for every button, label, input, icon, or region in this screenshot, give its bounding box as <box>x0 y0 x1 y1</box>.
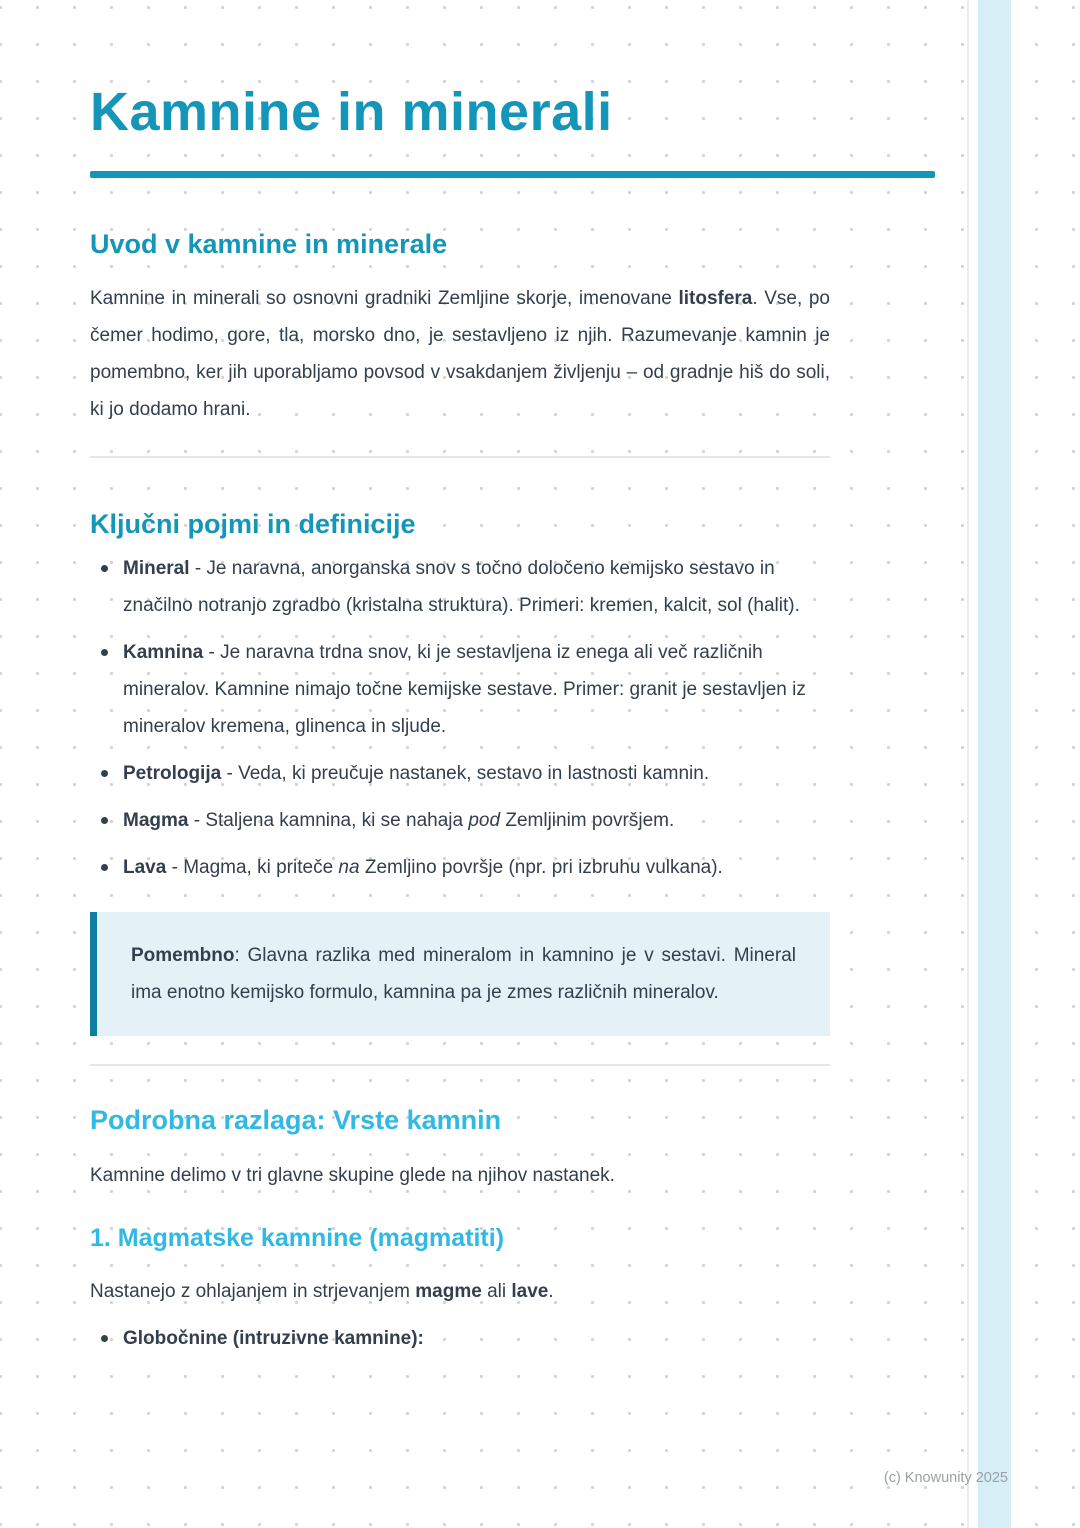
section-heading-vrste-kamnin: Podrobna razlaga: Vrste kamnin <box>90 1105 502 1136</box>
section-heading-kljucni-pojmi: Ključni pojmi in definicije <box>90 509 416 540</box>
magmatic-text-bold-lave: lave <box>511 1280 549 1302</box>
subsection-heading-magmatske: 1. Magmatske kamnine (magmatiti) <box>90 1223 505 1252</box>
magmatic-text-mid: ali <box>481 1280 512 1302</box>
term-item-lava <box>90 849 830 886</box>
term-definition: - Magma, ki priteče <box>171 857 339 879</box>
side-accent-band <box>978 0 1011 1528</box>
term-definition-post: Zemljinim površjem. <box>500 810 675 832</box>
key-terms-list <box>90 550 830 886</box>
term-label: Magma <box>123 810 189 832</box>
term-item-globocnine <box>90 1320 830 1357</box>
types-intro-paragraph: Kamnine delimo v tri glavne skupine glede na njihov nastanek. <box>90 1164 615 1186</box>
footer-credit: (c) Knowunity 2025 <box>883 1470 1008 1486</box>
term-item-kamnina <box>90 634 830 745</box>
term-definition: - Je naravna trdna snov, ki je sestavljena iz enega ali več različnih mineralov. Kamnine nimajo točne kemijske sestave. Primer: granit je sestavljen iz mineralov kremena, glinenca in sljude. <box>123 642 806 738</box>
term-item-magma <box>90 802 830 839</box>
term-definition: - Staljena kamnina, ki se nahaja <box>193 810 469 832</box>
term-item-petrologija <box>90 755 830 792</box>
term-definition-italic: pod <box>468 810 501 832</box>
section-divider <box>90 456 830 458</box>
magmatic-text-bold-magme: magme <box>415 1280 482 1302</box>
term-label: Lava <box>123 857 167 879</box>
term-item-mineral <box>90 550 830 624</box>
term-definition-italic: na <box>338 857 360 879</box>
section-divider <box>90 1064 830 1066</box>
term-label: Globočnine (intruzivne kamnine): <box>123 1327 424 1349</box>
page-title: Kamnine in minerali <box>90 82 613 142</box>
magmatic-paragraph <box>90 1273 830 1310</box>
term-label: Mineral <box>123 558 190 580</box>
margin-rule-line <box>967 0 969 1528</box>
magmatic-text-post: . <box>548 1280 554 1302</box>
callout-body: : Glavna razlika med mineralom in kamnino je v sestavi. Mineral ima enotno kemijsko formulo, kamnina pa je zmes različnih mineralov. <box>131 945 796 1004</box>
page-content <box>90 84 830 1357</box>
magmatic-text-pre: Nastanejo z ohlajanjem in strjevanjem <box>90 1280 416 1302</box>
intro-paragraph <box>90 280 830 428</box>
important-callout <box>90 912 830 1036</box>
magmatic-list <box>90 1320 830 1357</box>
callout-text <box>131 937 796 1011</box>
intro-text-post: . Vse, po čemer hodimo, gore, tla, morsko dno, je sestavljeno iz njih. Razumevanje kamnin je pomembno, ker jih uporabljamo povsod v vsakdanjem življenju – od gradnje hiš do soli, ki jo dodamo hrani. <box>90 288 830 421</box>
intro-text-bold-litosfera: litosfera <box>678 288 753 310</box>
term-label: Petrologija <box>123 763 222 785</box>
term-definition-post: Zemljino površje (npr. pri izbruhu vulkana). <box>359 857 723 879</box>
title-underline <box>90 171 935 178</box>
term-definition: - Je naravna, anorganska snov s točno določeno kemijsko sestavo in značilno notranjo zgradbo (kristalna struktura). Primeri: kremen, kalcit, sol (halit). <box>123 558 800 617</box>
term-definition: - Veda, ki preučuje nastanek, sestavo in lastnosti kamnin. <box>226 763 710 785</box>
term-label: Kamnina <box>123 642 204 664</box>
callout-label: Pomembno <box>131 945 235 967</box>
section-heading-uvod: Uvod v kamnine in minerale <box>90 228 448 259</box>
intro-text-pre: Kamnine in minerali so osnovni gradniki Zemljine skorje, imenovane <box>90 288 679 310</box>
